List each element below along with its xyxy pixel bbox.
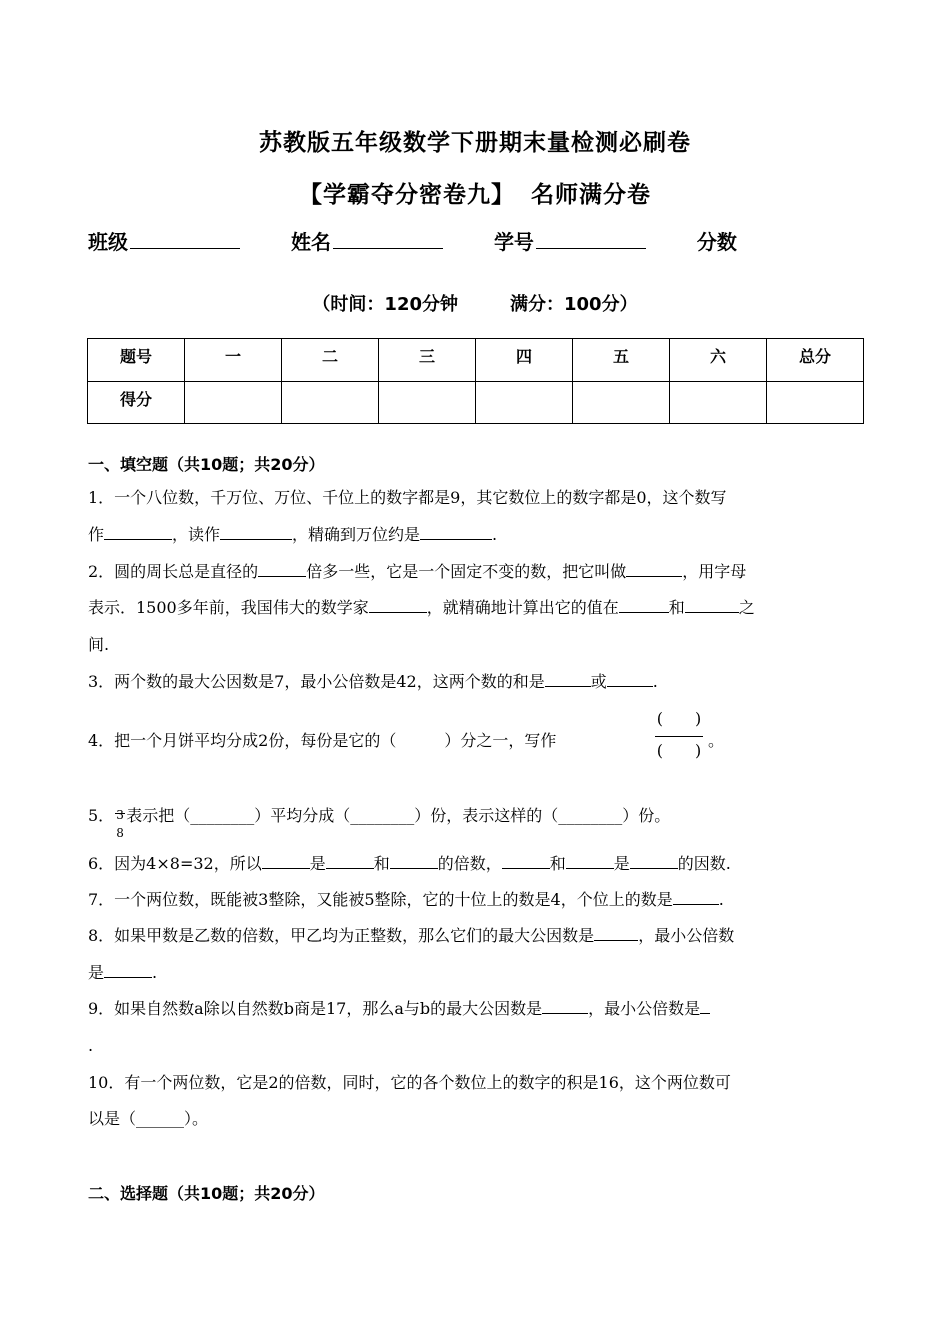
fraction-numerator: 3 bbox=[116, 808, 124, 822]
fraction-three-eighths bbox=[114, 797, 126, 840]
q8-text: ，最小公倍数 bbox=[638, 926, 735, 945]
answer-blank bbox=[104, 963, 152, 978]
score-label: 分数 bbox=[696, 230, 737, 254]
question-5 bbox=[88, 797, 671, 840]
score-cell bbox=[573, 381, 670, 424]
fraction-denominator: 8 bbox=[116, 826, 124, 840]
q2-text: 倍多一些，它是一个固定不变的数，把它叫做 bbox=[306, 562, 627, 581]
q5-text: 表示把（________）平均分成（________）份，表示这样的（________）份。 bbox=[126, 806, 671, 825]
exam-subtitle bbox=[0, 176, 950, 209]
question-9-line-1 bbox=[88, 991, 710, 1027]
question-10-line-2: 以是（______）。 bbox=[88, 1109, 209, 1128]
q6-text: 6．因为4×8=32，所以 bbox=[88, 854, 262, 873]
question-2-line-1 bbox=[88, 554, 746, 590]
score-header-cell: 六 bbox=[670, 339, 767, 382]
score-table bbox=[87, 338, 864, 424]
score-cell bbox=[767, 381, 864, 424]
q2-text: 之 bbox=[738, 598, 755, 617]
answer-blank bbox=[220, 525, 292, 540]
q1-text: ，读作 bbox=[172, 525, 221, 544]
score-header-cell: 总分 bbox=[767, 339, 864, 382]
question-2-line-3: 间. bbox=[88, 635, 110, 654]
q2-text: 2．圆的周长总是直径的 bbox=[88, 562, 259, 581]
q6-text: 和 bbox=[549, 854, 566, 873]
q9-text: 9．如果自然数a除以自然数b商是17，那么a与b的最大公因数是 bbox=[88, 999, 543, 1018]
subtitle-part-a: 【学霸夺分密卷九】 bbox=[299, 182, 515, 208]
score-header-cell: 一 bbox=[185, 339, 282, 382]
section-2-title: 二、选择题（共10题；共20分） bbox=[88, 1184, 325, 1203]
q6-text: 的倍数， bbox=[437, 854, 502, 873]
answer-blank bbox=[258, 562, 306, 577]
q8-text: . bbox=[152, 963, 158, 982]
answer-blank bbox=[685, 598, 739, 613]
subtitle-part-b: 名师满分卷 bbox=[531, 182, 651, 208]
q1-text: . bbox=[492, 525, 498, 544]
score-row-label: 得分 bbox=[88, 381, 185, 424]
question-9-line-2: . bbox=[88, 1036, 94, 1055]
q8-text: 8．如果甲数是乙数的倍数，甲乙均为正整数，那么它们的最大公因数是 bbox=[88, 926, 595, 945]
question-8-line-1 bbox=[88, 918, 734, 954]
section-1-title: 一、填空题（共10题；共20分） bbox=[88, 455, 325, 474]
answer-blank bbox=[420, 525, 492, 540]
q5-number: 5． bbox=[88, 806, 115, 825]
class-blank bbox=[130, 230, 240, 249]
score-header-cell: 题号 bbox=[88, 339, 185, 382]
answer-blank bbox=[630, 854, 678, 869]
question-8-line-2 bbox=[88, 955, 157, 991]
answer-blank bbox=[369, 598, 427, 613]
question-7 bbox=[88, 882, 724, 918]
full-score: 满分：100分） bbox=[510, 294, 638, 315]
q3-text: 3．两个数的最大公因数是7，最小公倍数是42，这两个数的和是 bbox=[88, 672, 545, 691]
question-6 bbox=[88, 846, 731, 882]
q1-text: ，精确到万位约是 bbox=[292, 525, 421, 544]
q6-text: 是 bbox=[309, 854, 326, 873]
q3-text: . bbox=[652, 672, 658, 691]
time-info bbox=[0, 290, 950, 316]
fraction-denominator-blank: ( ) bbox=[656, 741, 702, 760]
q9-text: ，最小公倍数是 bbox=[588, 999, 701, 1018]
answer-blank bbox=[566, 854, 614, 869]
q2-text: 和 bbox=[668, 598, 685, 617]
answer-blank bbox=[545, 672, 591, 687]
name-label: 姓名 bbox=[290, 230, 331, 254]
q6-text: 是 bbox=[613, 854, 630, 873]
q2-text: ，就精确地计算出它的值在 bbox=[426, 598, 619, 617]
id-blank bbox=[536, 230, 646, 249]
score-table-header-row bbox=[88, 339, 864, 382]
score-cell bbox=[379, 381, 476, 424]
question-3 bbox=[88, 664, 658, 700]
q2-text: ，用字母 bbox=[682, 562, 747, 581]
score-header-cell: 五 bbox=[573, 339, 670, 382]
question-1-line-1: 1．一个八位数，千万位、万位、千位上的数字都是9，其它数位上的数字都是0，这个数写 bbox=[88, 488, 727, 507]
exam-title: 苏教版五年级数学下册期末量检测必刷卷 bbox=[259, 130, 691, 156]
fraction-answer-blank bbox=[651, 704, 707, 764]
question-1-line-2 bbox=[88, 517, 497, 553]
score-header-cell: 三 bbox=[379, 339, 476, 382]
question-2-line-2 bbox=[88, 590, 755, 626]
answer-blank bbox=[326, 854, 374, 869]
fraction-bar bbox=[655, 736, 703, 737]
answer-blank bbox=[262, 854, 310, 869]
q8-text: 是 bbox=[88, 963, 105, 982]
answer-blank bbox=[390, 854, 438, 869]
fraction-bar bbox=[115, 813, 125, 814]
time-limit: （时间：120分钟 bbox=[312, 294, 458, 315]
id-label: 学号 bbox=[493, 230, 534, 254]
answer-blank bbox=[542, 999, 588, 1014]
score-table-score-row bbox=[88, 381, 864, 424]
score-cell bbox=[476, 381, 573, 424]
answer-blank bbox=[700, 999, 710, 1014]
score-cell bbox=[282, 381, 379, 424]
q7-text: . bbox=[718, 890, 724, 909]
score-cell bbox=[670, 381, 767, 424]
answer-blank bbox=[619, 598, 669, 613]
question-4-end: 。 bbox=[708, 731, 725, 750]
class-label: 班级 bbox=[88, 230, 128, 254]
answer-blank bbox=[607, 672, 653, 687]
fraction-numerator-blank: ( ) bbox=[656, 709, 702, 728]
q7-text: 7．一个两位数，既能被3整除，又能被5整除，它的十位上的数是4，个位上的数是 bbox=[88, 890, 673, 909]
score-header-cell: 二 bbox=[282, 339, 379, 382]
q3-text: 或 bbox=[590, 672, 607, 691]
answer-blank bbox=[626, 562, 682, 577]
q1-text: 作 bbox=[88, 525, 105, 544]
answer-blank bbox=[502, 854, 550, 869]
question-10-line-1: 10．有一个两位数，它是2的倍数，同时，它的各个数位上的数字的积是16，这个两位数可 bbox=[88, 1073, 731, 1092]
answer-blank bbox=[673, 890, 719, 905]
name-blank bbox=[333, 230, 443, 249]
answer-blank bbox=[594, 926, 638, 941]
student-info-row bbox=[88, 226, 737, 255]
q6-text: 的因数. bbox=[677, 854, 731, 873]
answer-blank bbox=[104, 525, 172, 540]
score-header-cell: 四 bbox=[476, 339, 573, 382]
q2-text: 表示．1500多年前，我国伟大的数学家 bbox=[88, 598, 369, 617]
q6-text: 和 bbox=[373, 854, 390, 873]
question-4-text: 4．把一个月饼平均分成2份，每份是它的（ ）分之一，写作 bbox=[88, 731, 557, 750]
score-cell bbox=[185, 381, 282, 424]
